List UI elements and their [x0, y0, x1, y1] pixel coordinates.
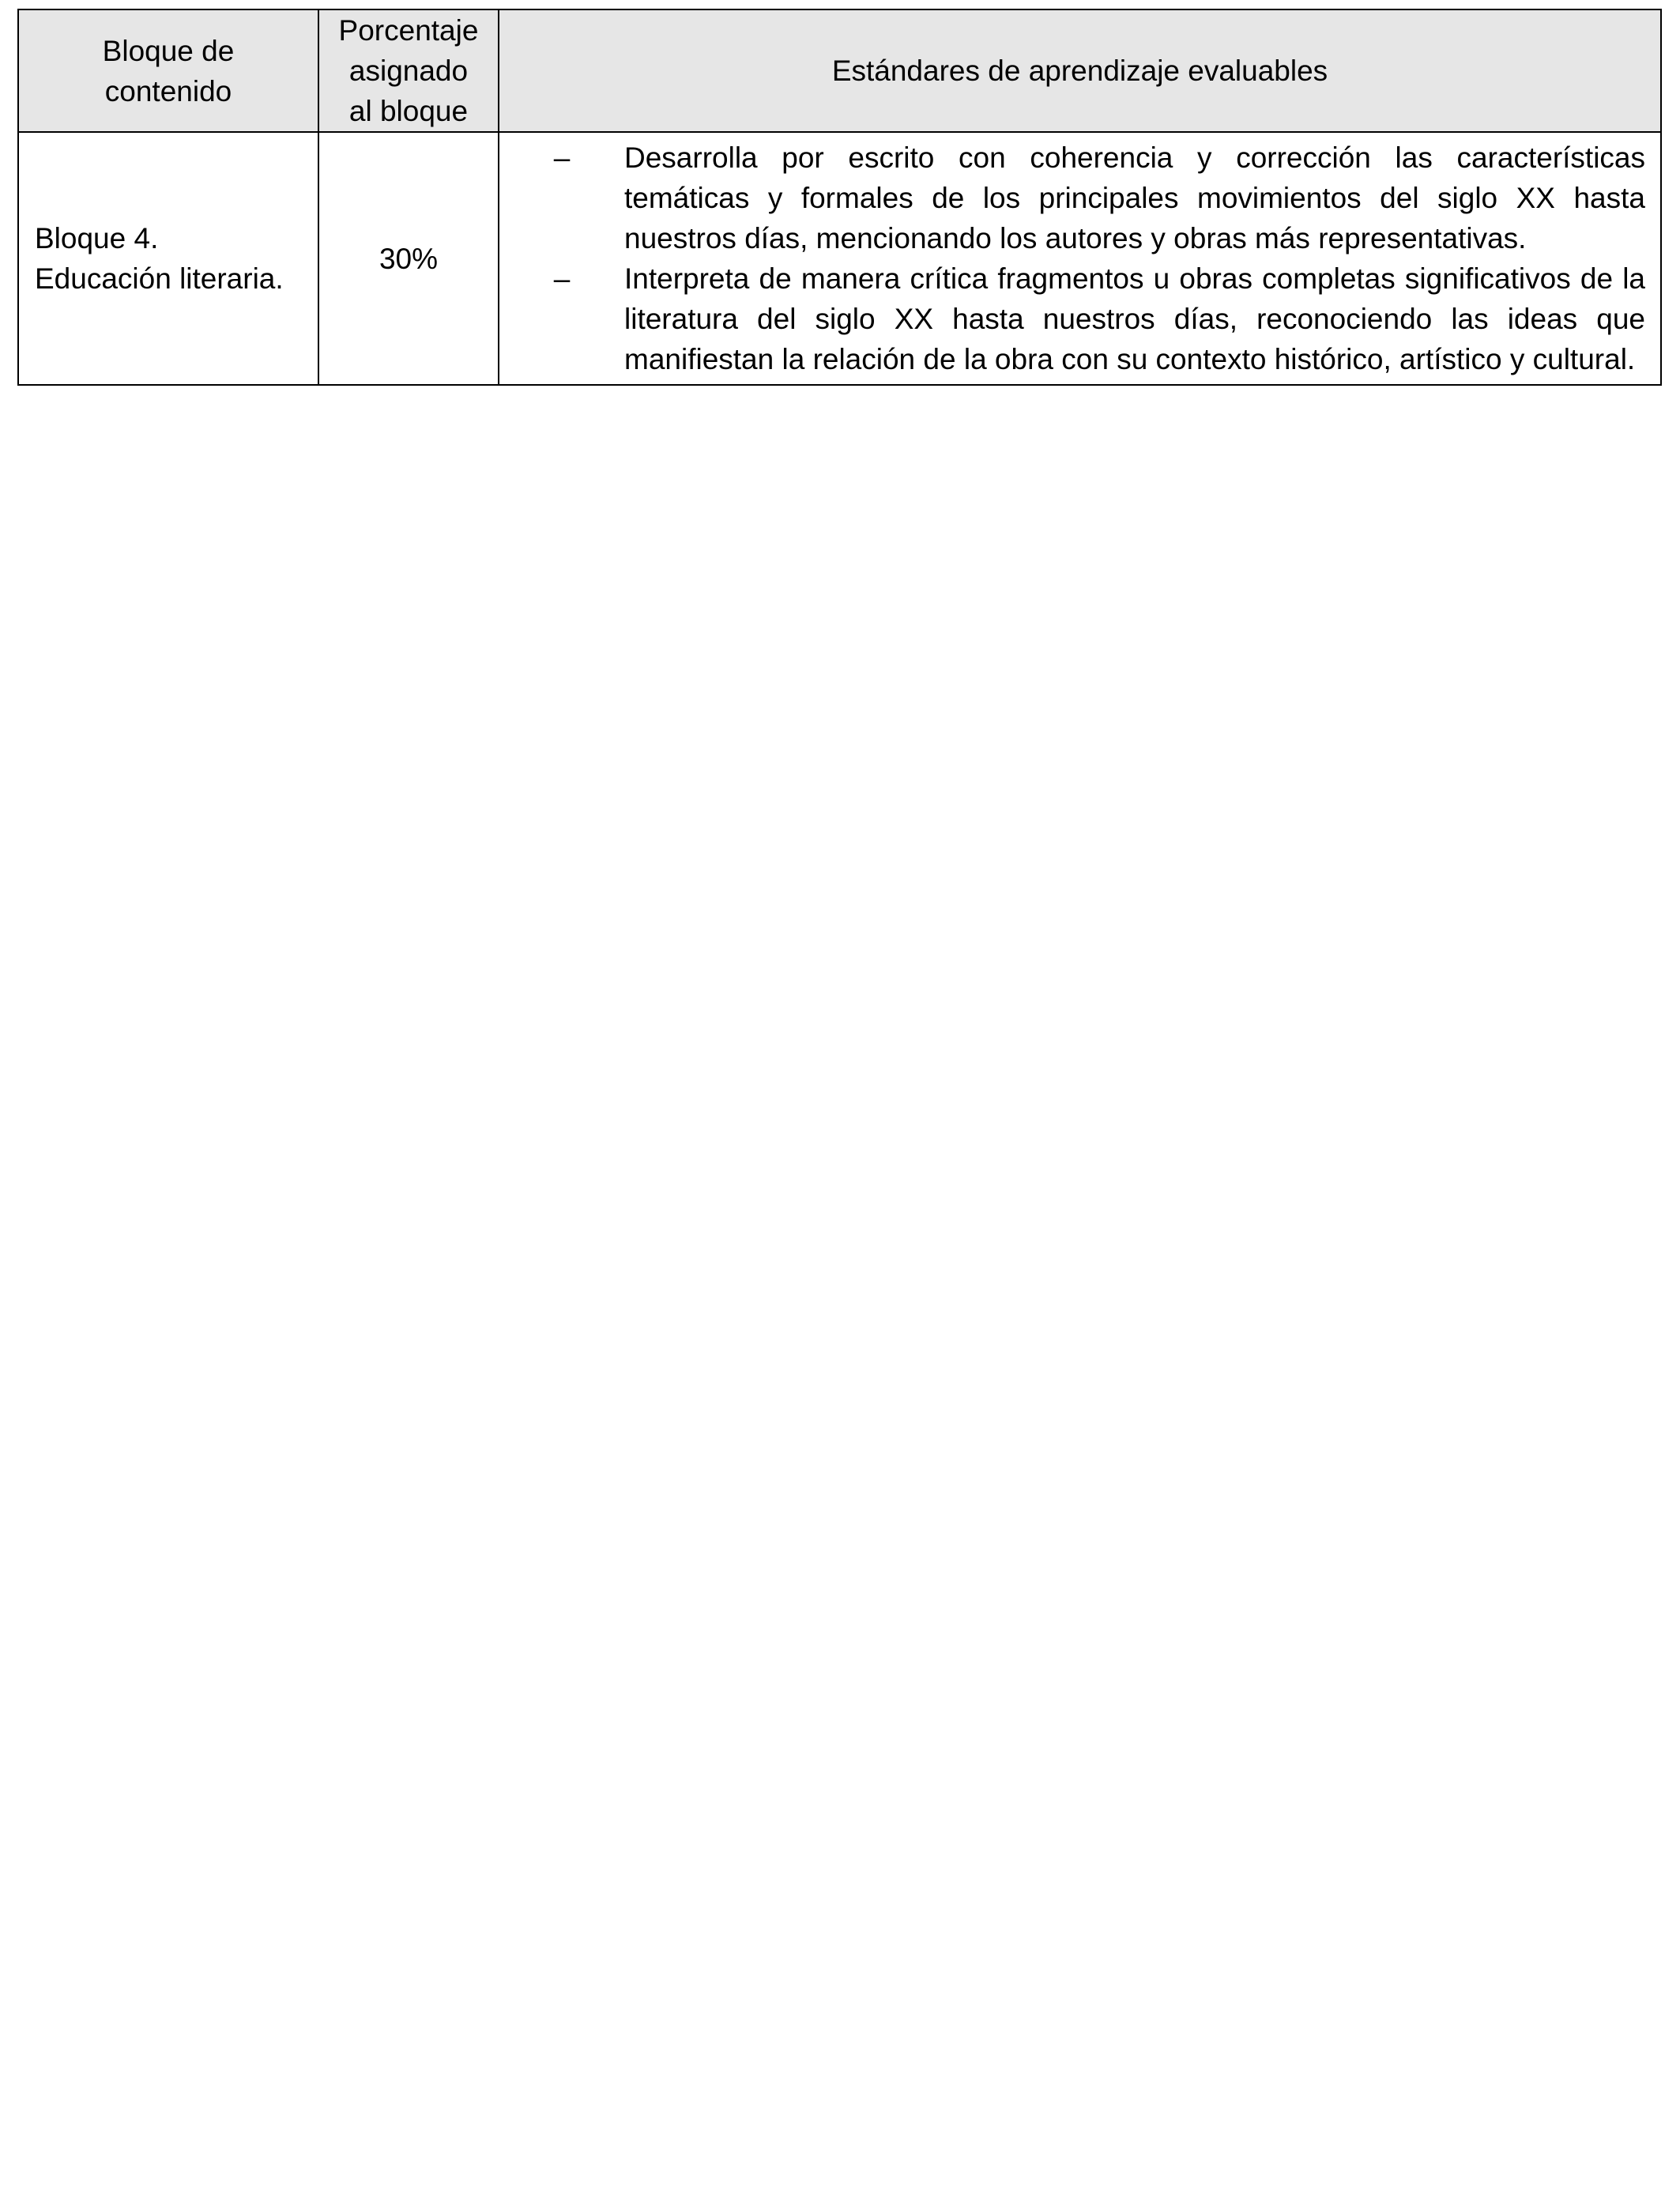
block-line-1: Bloque 4.	[35, 222, 159, 254]
dash-bullet: –	[553, 262, 571, 295]
dash-bullet: –	[553, 141, 571, 174]
cell-percent: 30%	[318, 132, 499, 385]
header-block-line-1: Bloque de	[102, 34, 235, 67]
header-percent	[318, 9, 499, 132]
standards-table	[17, 9, 1662, 386]
list-item	[499, 138, 1645, 258]
block-line-2: Educación literaria.	[35, 262, 284, 295]
cell-standards	[499, 132, 1661, 385]
header-standards: Estándares de aprendizaje evaluables	[499, 9, 1661, 132]
header-percent-line-2: asignado	[348, 55, 469, 87]
header-block-line-2: contenido	[104, 74, 232, 107]
cell-block	[18, 132, 318, 385]
header-percent-line-1: Porcentaje	[338, 14, 479, 47]
table-row	[18, 132, 1661, 385]
standard-text: Desarrolla por escrito con coherencia y corrección las características temáticas y formales de los principales movimientos del siglo XX hasta nuestros días, mencionando los autores y obras más representativas.	[624, 141, 1645, 254]
header-percent-line-3: al bloque	[348, 95, 469, 127]
header-block	[18, 9, 318, 132]
standards-list	[499, 138, 1645, 379]
standard-text: Interpreta de manera crítica fragmentos u obras completas significativos de la literatura del siglo XX hasta nuestros días, reconociendo las ideas que manifiestan la relación de la obra con su contexto histórico, artístico y cultural.	[624, 262, 1645, 375]
list-item	[499, 258, 1645, 379]
header-row	[18, 9, 1661, 132]
